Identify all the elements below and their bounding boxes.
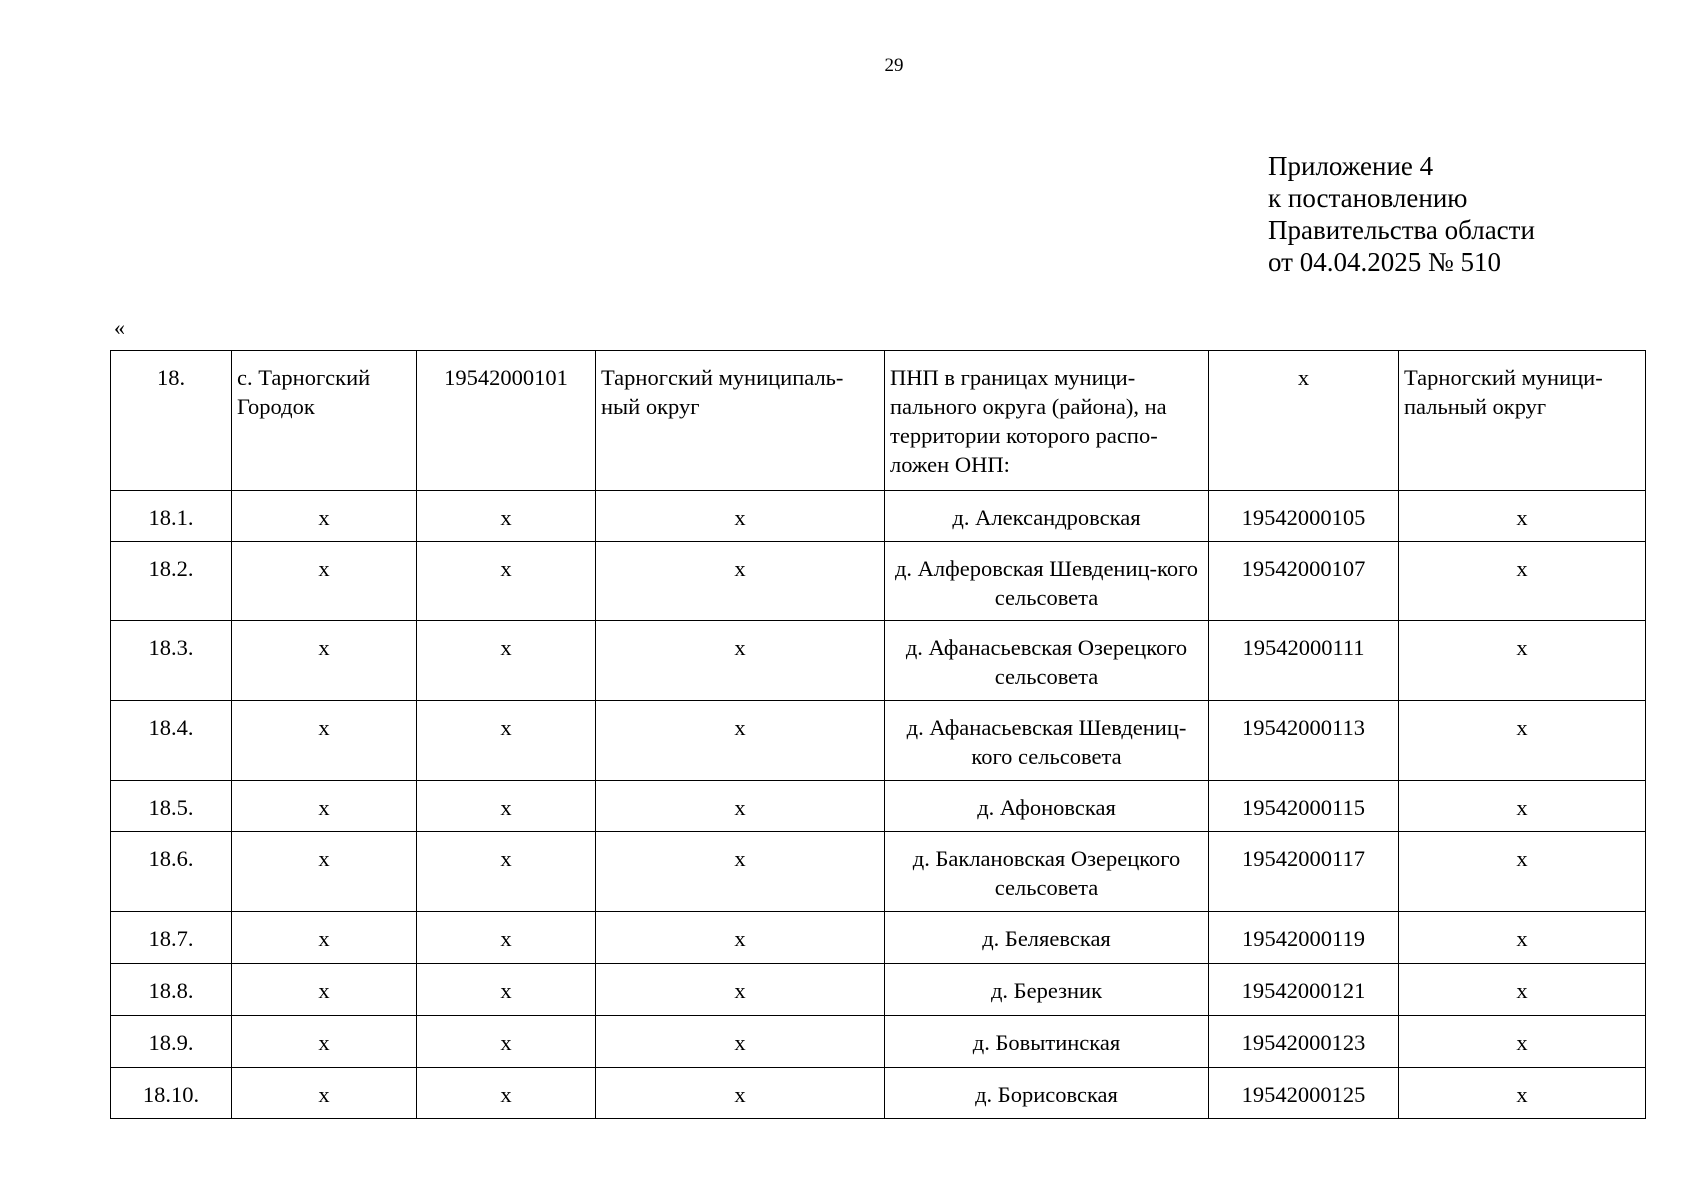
cell-district: х	[596, 964, 885, 1016]
cell-code: х	[417, 1016, 596, 1068]
cell-num: 18.5.	[111, 781, 232, 832]
cell-pnp-code: 19542000123	[1209, 1016, 1399, 1068]
settlements-table	[110, 350, 1646, 1119]
cell-district: х	[596, 832, 885, 912]
table-body	[111, 351, 1646, 1119]
appendix-date-number: от 04.04.2025 № 510	[1268, 247, 1501, 277]
cell-code: х	[417, 912, 596, 964]
cell-district: х	[596, 781, 885, 832]
cell-district2: х	[1399, 781, 1646, 832]
cell-code: х	[417, 491, 596, 542]
cell-pnp: д. Борисовская	[885, 1068, 1209, 1119]
cell-num: 18.4.	[111, 701, 232, 781]
table-row	[111, 964, 1646, 1016]
table-row	[111, 781, 1646, 832]
cell-settlement: х	[232, 832, 417, 912]
cell-code: х	[417, 1068, 596, 1119]
cell-district2: х	[1399, 701, 1646, 781]
table-row	[111, 912, 1646, 964]
cell-num: 18.	[111, 351, 232, 491]
cell-pnp-code: 19542000113	[1209, 701, 1399, 781]
cell-district2: х	[1399, 964, 1646, 1016]
cell-code: х	[417, 781, 596, 832]
cell-pnp: ПНП в границах муници-пального округа (района), на территории которого распо-ложен ОНП:	[885, 351, 1209, 491]
table-row	[111, 832, 1646, 912]
cell-code: х	[417, 701, 596, 781]
cell-pnp-code: 19542000111	[1209, 621, 1399, 701]
cell-pnp: д. Березник	[885, 964, 1209, 1016]
cell-pnp: д. Афанасьевская Шевдениц-кого сельсовета	[885, 701, 1209, 781]
cell-pnp-code: 19542000105	[1209, 491, 1399, 542]
cell-code: х	[417, 832, 596, 912]
cell-num: 18.7.	[111, 912, 232, 964]
cell-settlement: х	[232, 701, 417, 781]
cell-pnp-code: 19542000107	[1209, 542, 1399, 621]
cell-district2: х	[1399, 491, 1646, 542]
cell-settlement: х	[232, 542, 417, 621]
cell-settlement: х	[232, 491, 417, 542]
cell-settlement: х	[232, 781, 417, 832]
cell-district: х	[596, 701, 885, 781]
cell-district: х	[596, 912, 885, 964]
appendix-title: Приложение 4	[1268, 151, 1434, 181]
cell-settlement: х	[232, 1068, 417, 1119]
cell-district: х	[596, 1068, 885, 1119]
cell-num: 18.2.	[111, 542, 232, 621]
table-row	[111, 1016, 1646, 1068]
cell-district: Тарногский муниципаль-ный округ	[596, 351, 885, 491]
cell-district: х	[596, 491, 885, 542]
cell-district2: х	[1399, 1068, 1646, 1119]
cell-pnp: д. Бовытинская	[885, 1016, 1209, 1068]
cell-district: х	[596, 621, 885, 701]
cell-district2: х	[1399, 1016, 1646, 1068]
table-row	[111, 621, 1646, 701]
appendix-line: к постановлению	[1268, 183, 1468, 213]
appendix-header	[1268, 150, 1535, 278]
cell-pnp: д. Александровская	[885, 491, 1209, 542]
cell-pnp: д. Афоновская	[885, 781, 1209, 832]
cell-district2: х	[1399, 542, 1646, 621]
cell-district2: Тарногский муници-пальный округ	[1399, 351, 1646, 491]
cell-pnp-code: 19542000119	[1209, 912, 1399, 964]
table-row	[111, 542, 1646, 621]
cell-district: х	[596, 1016, 885, 1068]
cell-pnp: д. Афанасьевская Озерецкого сельсовета	[885, 621, 1209, 701]
table-row	[111, 1068, 1646, 1119]
opening-quote: «	[114, 315, 125, 340]
cell-district: х	[596, 542, 885, 621]
cell-num: 18.9.	[111, 1016, 232, 1068]
cell-num: 18.3.	[111, 621, 232, 701]
cell-settlement: с. Тарногский Городок	[232, 351, 417, 491]
cell-settlement: х	[232, 912, 417, 964]
page-number: 29	[884, 55, 904, 76]
cell-settlement: х	[232, 621, 417, 701]
cell-pnp-code: 19542000115	[1209, 781, 1399, 832]
table-row-main	[111, 351, 1646, 491]
table-row	[111, 701, 1646, 781]
cell-code: х	[417, 621, 596, 701]
cell-pnp: д. Алферовская Шевдениц-кого сельсовета	[885, 542, 1209, 621]
cell-district2: х	[1399, 621, 1646, 701]
cell-settlement: х	[232, 964, 417, 1016]
cell-settlement: х	[232, 1016, 417, 1068]
cell-code: х	[417, 964, 596, 1016]
cell-num: 18.8.	[111, 964, 232, 1016]
table-row	[111, 491, 1646, 542]
cell-pnp-code: 19542000125	[1209, 1068, 1399, 1119]
cell-pnp: д. Беляевская	[885, 912, 1209, 964]
cell-code: х	[417, 542, 596, 621]
cell-district2: х	[1399, 832, 1646, 912]
cell-num: 18.10.	[111, 1068, 232, 1119]
cell-code: 19542000101	[417, 351, 596, 491]
cell-num: 18.6.	[111, 832, 232, 912]
cell-district2: х	[1399, 912, 1646, 964]
cell-pnp-code: 19542000121	[1209, 964, 1399, 1016]
cell-pnp-code: 19542000117	[1209, 832, 1399, 912]
cell-pnp: д. Баклановская Озерецкого сельсовета	[885, 832, 1209, 912]
cell-pnp-code: х	[1209, 351, 1399, 491]
cell-num: 18.1.	[111, 491, 232, 542]
appendix-line: Правительства области	[1268, 215, 1535, 245]
